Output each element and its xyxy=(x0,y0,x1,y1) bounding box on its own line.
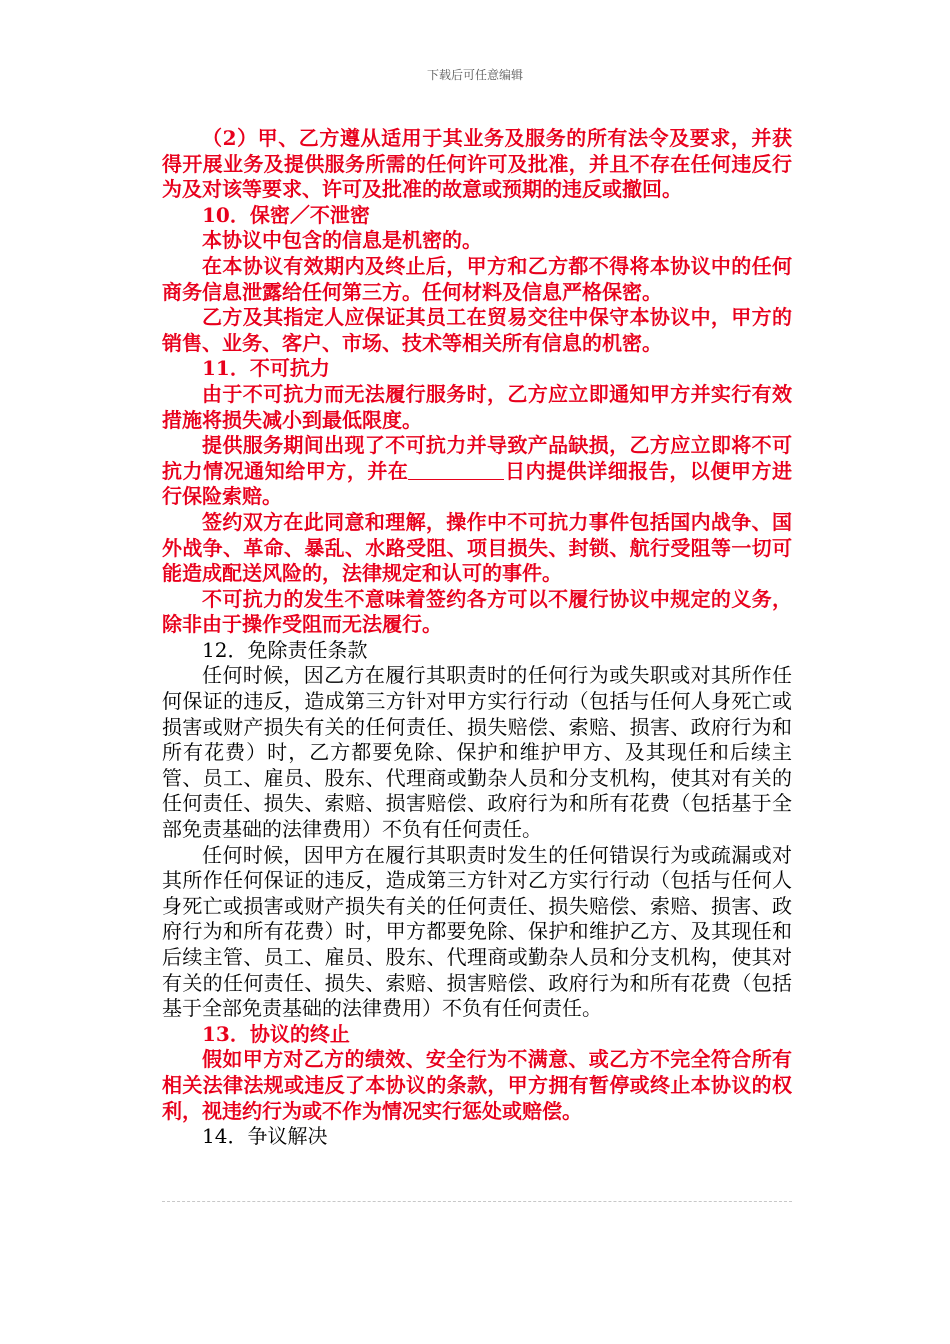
section-heading-confidentiality: 10．保密／不泄密 xyxy=(202,202,370,227)
paragraph-no-disclosure: 在本协议有效期内及终止后，甲方和乙方都不得将本协议中的任何商务信息泄露给任何第三方。任何材料及信息严格保密。 xyxy=(162,253,792,304)
days-blank-field xyxy=(408,461,504,480)
document-body xyxy=(162,126,792,1150)
paragraph-exemption-party-a: 任何时候，因甲方在履行其职责时发生的任何错误行为或疏漏或对其所作任何保证的违反，造成第三方针对乙方实行行动（包括与任何人身死亡或损害或财产损失有关的任何责任、损失赔偿、索赔、损害、政府行为和所有花费）时，甲方都要免除、保护和维护乙方、及其现任和后续主管、员工、雇员、股东、代理商或勤杂人员和分支机构，使其对有关的任何责任、损失、索赔、损害赔偿、政府行为和所有花费（包括基于全部免责基础的法律费用）不负有任何责任。 xyxy=(162,842,792,1021)
paragraph-termination: 假如甲方对乙方的绩效、安全行为不满意、或乙方不完全符合所有相关法律法规或违反了本协议的条款，甲方拥有暂停或终止本协议的权利，视违约行为或不作为情况实行惩处或赔偿。 xyxy=(162,1047,792,1123)
section-heading-exemption: 12．免除责任条款 xyxy=(202,637,368,662)
paragraph-confidential-info: 本协议中包含的信息是机密的。 xyxy=(202,228,482,253)
paragraph-force-majeure-report xyxy=(162,433,792,510)
report-text-before: 提供服务期间出现了不可抗力并导致产品缺损，乙方应立即将不可抗力情况通知给甲方，并在 xyxy=(162,433,792,483)
section-heading-termination: 13．协议的终止 xyxy=(202,1021,350,1046)
report-text-after: 日内提供详细报告，以便甲方进行保险索赔。 xyxy=(162,458,793,509)
page-header: 下载后可任意编辑 xyxy=(426,68,523,82)
section-heading-dispute: 14．争议解决 xyxy=(202,1124,328,1149)
paragraph-exemption-party-b: 任何时候，因乙方在履行其职责时的任何行为或失职或对其所作任何保证的违反，造成第三方针对甲方实行行动（包括与任何人身死亡或损害或财产损失有关的任何责任、损失赔偿、索赔、损害、政府行为和所有花费）时，乙方都要免除、保护和维护甲方、及其现任和后续主管、员工、雇员、股东、代理商或勤杂人员和分支机构，使其对有关的任何责任、损失、索赔、损害赔偿、政府行为和所有花费（包括基于全部免责基础的法律费用）不负有任何责任。 xyxy=(162,663,792,842)
paragraph-force-majeure-notice: 由于不可抗力而无法履行服务时，乙方应立即通知甲方并实行有效措施将损失减小到最低限度。 xyxy=(162,381,792,432)
paragraph-employee-secrecy: 乙方及其指定人应保证其员工在贸易交往中保守本协议中，甲方的销售、业务、客户、市场、技术等相关所有信息的机密。 xyxy=(162,305,792,355)
paragraph-force-majeure-obligations: 不可抗力的发生不意味着签约各方可以不履行协议中规定的义务，除非由于操作受阻而无法履行。 xyxy=(162,586,792,637)
paragraph-force-majeure-events: 签约双方在此同意和理解，操作中不可抗力事件包括国内战争、国外战争、革命、暴乱、水路受阻、项目损失、封锁、航行受阻等一切可能造成配送风险的，法律规定和认可的事件。 xyxy=(162,509,792,586)
paragraph-compliance: （2）甲、乙方遵从适用于其业务及服务的所有法令及要求，并获得开展业务及提供服务所需的任何许可及批准，并且不存在任何违反行为及对该等要求、许可及批准的故意或预期的违反或撤回。 xyxy=(162,126,792,202)
page-break-divider xyxy=(162,1201,792,1202)
section-heading-force-majeure: 11．不可抗力 xyxy=(202,356,330,381)
